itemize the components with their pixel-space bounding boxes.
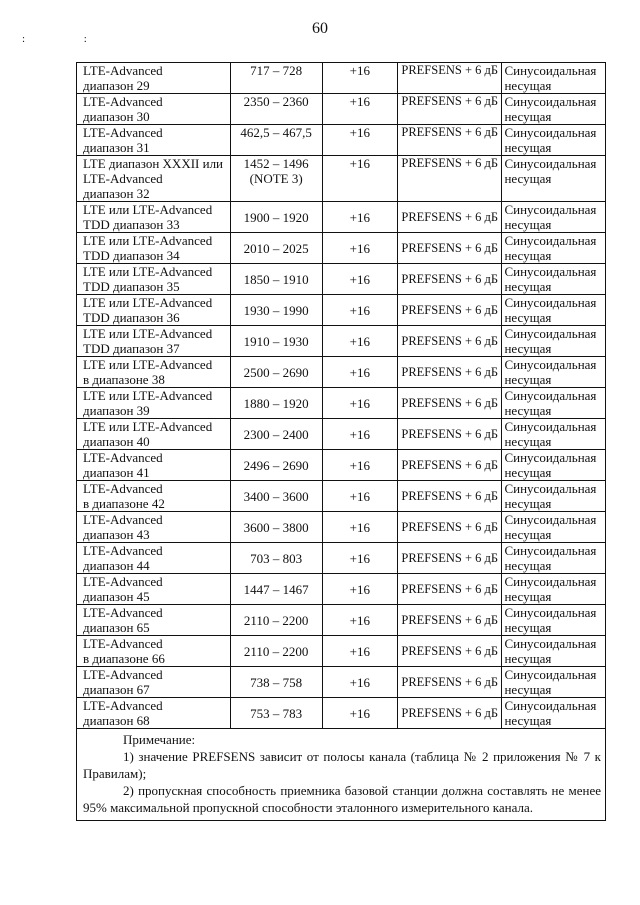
sensitivity-cell: PREFSENS + 6 дБ	[397, 512, 502, 543]
frequency-cell: 3600 – 3800	[230, 512, 322, 543]
signal-type-cell: Синусоидальная несущая	[502, 295, 606, 326]
table-row	[77, 202, 606, 233]
band-cell: LTE или LTE-Advanced TDD диапазон 33	[77, 202, 231, 233]
table-row	[77, 264, 606, 295]
frequency-cell: 703 – 803	[230, 543, 322, 574]
band-cell: LTE-Advanced в диапазоне 66	[77, 636, 231, 667]
level-cell: +16	[322, 156, 397, 202]
band-cell: LTE-Advanced диапазон 65	[77, 605, 231, 636]
signal-type-cell: Синусоидальная несущая	[502, 63, 606, 94]
signal-type-cell: Синусоидальная несущая	[502, 264, 606, 295]
table-row	[77, 156, 606, 202]
sensitivity-cell: PREFSENS + 6 дБ	[397, 574, 502, 605]
table-row	[77, 233, 606, 264]
level-cell: +16	[322, 264, 397, 295]
level-cell: +16	[322, 605, 397, 636]
signal-type-cell: Синусоидальная несущая	[502, 326, 606, 357]
signal-type-cell: Синусоидальная несущая	[502, 125, 606, 156]
frequency-cell: 2110 – 2200	[230, 605, 322, 636]
table-row	[77, 512, 606, 543]
table-row	[77, 388, 606, 419]
level-cell: +16	[322, 94, 397, 125]
sensitivity-cell: PREFSENS + 6 дБ	[397, 543, 502, 574]
table-body	[77, 63, 606, 821]
table-row	[77, 667, 606, 698]
note-item: 2) пропускная способность приемника базовой станции должна составлять не менее 95% максимальной пропускной способности эталонного измерительного канала.	[83, 783, 601, 815]
table-row	[77, 125, 606, 156]
level-cell: +16	[322, 419, 397, 450]
level-cell: +16	[322, 512, 397, 543]
sensitivity-cell: PREFSENS + 6 дБ	[397, 636, 502, 667]
notes-heading: Примечание:	[123, 732, 196, 747]
frequency-cell: 2110 – 2200	[230, 636, 322, 667]
table-row	[77, 295, 606, 326]
sensitivity-cell: PREFSENS + 6 дБ	[397, 295, 502, 326]
notes-cell	[77, 729, 606, 821]
level-cell: +16	[322, 63, 397, 94]
page-number: 60	[312, 20, 328, 37]
signal-type-cell: Синусоидальная несущая	[502, 698, 606, 729]
frequency-cell: 462,5 – 467,5	[230, 125, 322, 156]
level-cell: +16	[322, 667, 397, 698]
sensitivity-cell: PREFSENS + 6 дБ	[397, 450, 502, 481]
band-cell: LTE или LTE-Advanced TDD диапазон 35	[77, 264, 231, 295]
sensitivity-cell: PREFSENS + 6 дБ	[397, 264, 502, 295]
level-cell: +16	[322, 574, 397, 605]
frequency-cell: 717 – 728	[230, 63, 322, 94]
signal-type-cell: Синусоидальная несущая	[502, 667, 606, 698]
frequency-cell: 738 – 758	[230, 667, 322, 698]
frequency-cell: 2010 – 2025	[230, 233, 322, 264]
band-cell: LTE-Advanced диапазон 68	[77, 698, 231, 729]
frequency-cell: 1880 – 1920	[230, 388, 322, 419]
band-cell: LTE-Advanced диапазон 41	[77, 450, 231, 481]
signal-type-cell: Синусоидальная несущая	[502, 450, 606, 481]
band-cell: LTE-Advanced диапазон 31	[77, 125, 231, 156]
frequency-cell: 1447 – 1467	[230, 574, 322, 605]
signal-type-cell: Синусоидальная несущая	[502, 512, 606, 543]
sensitivity-cell: PREFSENS + 6 дБ	[397, 357, 502, 388]
signal-type-cell: Синусоидальная несущая	[502, 202, 606, 233]
frequency-cell: 1910 – 1930	[230, 326, 322, 357]
table-row	[77, 357, 606, 388]
frequency-cell: 2496 – 2690	[230, 450, 322, 481]
sensitivity-cell: PREFSENS + 6 дБ	[397, 202, 502, 233]
signal-type-cell: Синусоидальная несущая	[502, 574, 606, 605]
band-cell: LTE-Advanced диапазон 29	[77, 63, 231, 94]
band-cell: LTE-Advanced диапазон 30	[77, 94, 231, 125]
band-cell: LTE-Advanced диапазон 44	[77, 543, 231, 574]
level-cell: +16	[322, 125, 397, 156]
table-row	[77, 543, 606, 574]
frequency-cell: 2300 – 2400	[230, 419, 322, 450]
sensitivity-cell: PREFSENS + 6 дБ	[397, 94, 502, 125]
frequency-cell: 2350 – 2360	[230, 94, 322, 125]
table-row	[77, 698, 606, 729]
table-row	[77, 636, 606, 667]
band-cell: LTE или LTE-Advanced TDD диапазон 37	[77, 326, 231, 357]
notes-row	[77, 729, 606, 821]
sensitivity-cell: PREFSENS + 6 дБ	[397, 698, 502, 729]
level-cell: +16	[322, 357, 397, 388]
level-cell: +16	[322, 233, 397, 264]
signal-type-cell: Синусоидальная несущая	[502, 156, 606, 202]
sensitivity-cell: PREFSENS + 6 дБ	[397, 326, 502, 357]
signal-type-cell: Синусоидальная несущая	[502, 543, 606, 574]
band-cell: LTE диапазон XXXII или LTE-Advanced диапазон 32	[77, 156, 231, 202]
frequency-cell: 1930 – 1990	[230, 295, 322, 326]
sensitivity-cell: PREFSENS + 6 дБ	[397, 156, 502, 202]
sensitivity-cell: PREFSENS + 6 дБ	[397, 388, 502, 419]
sensitivity-cell: PREFSENS + 6 дБ	[397, 605, 502, 636]
table-row	[77, 450, 606, 481]
band-cell: LTE или LTE-Advanced TDD диапазон 34	[77, 233, 231, 264]
signal-type-cell: Синусоидальная несущая	[502, 357, 606, 388]
band-cell: LTE-Advanced диапазон 45	[77, 574, 231, 605]
level-cell: +16	[322, 450, 397, 481]
frequency-band-table	[76, 62, 606, 821]
sensitivity-cell: PREFSENS + 6 дБ	[397, 233, 502, 264]
table-row	[77, 63, 606, 94]
band-cell: LTE-Advanced диапазон 43	[77, 512, 231, 543]
frequency-cell: 1452 – 1496 (NOTE 3)	[230, 156, 322, 202]
table-row	[77, 481, 606, 512]
level-cell: +16	[322, 543, 397, 574]
note-item: 1) значение PREFSENS зависит от полосы канала (таблица № 2 приложения № 7 к Правилам);	[83, 749, 601, 781]
level-cell: +16	[322, 295, 397, 326]
sensitivity-cell: PREFSENS + 6 дБ	[397, 63, 502, 94]
signal-type-cell: Синусоидальная несущая	[502, 605, 606, 636]
frequency-cell: 753 – 783	[230, 698, 322, 729]
signal-type-cell: Синусоидальная несущая	[502, 481, 606, 512]
signal-type-cell: Синусоидальная несущая	[502, 636, 606, 667]
band-cell: LTE или LTE-Advanced в диапазоне 38	[77, 357, 231, 388]
table-row	[77, 94, 606, 125]
table-row	[77, 326, 606, 357]
frequency-cell: 1900 – 1920	[230, 202, 322, 233]
band-cell: LTE или LTE-Advanced диапазон 39	[77, 388, 231, 419]
frequency-cell: 2500 – 2690	[230, 357, 322, 388]
level-cell: +16	[322, 481, 397, 512]
table-row	[77, 419, 606, 450]
sensitivity-cell: PREFSENS + 6 дБ	[397, 419, 502, 450]
margin-mark: : :	[22, 33, 115, 45]
signal-type-cell: Синусоидальная несущая	[502, 233, 606, 264]
band-cell: LTE-Advanced в диапазоне 42	[77, 481, 231, 512]
sensitivity-cell: PREFSENS + 6 дБ	[397, 481, 502, 512]
signal-type-cell: Синусоидальная несущая	[502, 419, 606, 450]
table-row	[77, 605, 606, 636]
band-cell: LTE-Advanced диапазон 67	[77, 667, 231, 698]
band-cell: LTE или LTE-Advanced TDD диапазон 36	[77, 295, 231, 326]
signal-type-cell: Синусоидальная несущая	[502, 388, 606, 419]
level-cell: +16	[322, 698, 397, 729]
level-cell: +16	[322, 326, 397, 357]
frequency-cell: 1850 – 1910	[230, 264, 322, 295]
signal-type-cell: Синусоидальная несущая	[502, 94, 606, 125]
sensitivity-cell: PREFSENS + 6 дБ	[397, 667, 502, 698]
frequency-cell: 3400 – 3600	[230, 481, 322, 512]
level-cell: +16	[322, 388, 397, 419]
table-row	[77, 574, 606, 605]
level-cell: +16	[322, 636, 397, 667]
sensitivity-cell: PREFSENS + 6 дБ	[397, 125, 502, 156]
band-cell: LTE или LTE-Advanced диапазон 40	[77, 419, 231, 450]
level-cell: +16	[322, 202, 397, 233]
